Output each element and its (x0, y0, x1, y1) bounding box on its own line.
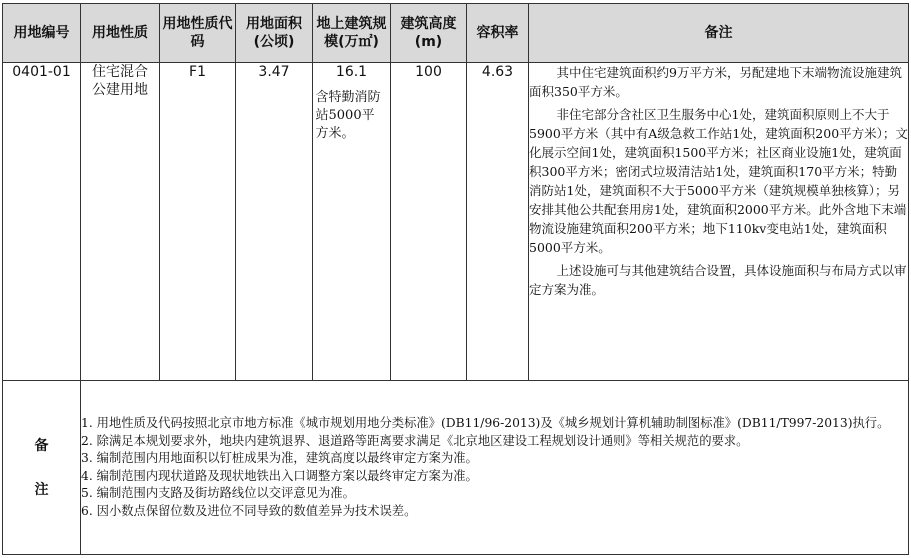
cell-land-use-code: F1 (160, 63, 236, 381)
cell-building-scale (313, 63, 391, 381)
cell-far: 4.63 (467, 63, 529, 381)
building-scale-note: 含特勤消防站5000平方米。 (315, 90, 381, 142)
header-plot-id: 用地编号 (3, 4, 81, 63)
notes-list (81, 415, 908, 520)
note-item: 3. 编制范围内用地面积以钉桩成果为准，建筑高度以最终审定方案为准。 (81, 451, 478, 466)
land-use-table (2, 3, 909, 555)
notes-label (3, 381, 81, 555)
note-item: 5. 编制范围内支路及街坊路线位以交评意见为准。 (81, 486, 355, 501)
cell-plot-id: 0401-01 (3, 63, 81, 381)
header-remarks: 备注 (529, 4, 909, 63)
notes-row (3, 381, 909, 555)
notes-body (81, 381, 909, 555)
remark-paragraph: 其中住宅建筑面积约9万平方米，另配建地下末端物流设施建筑面积350平方米。 (529, 65, 902, 100)
header-land-use-code: 用地性质代码 (160, 4, 236, 63)
notes-label-top: 备 (34, 437, 49, 454)
cell-land-use (81, 63, 160, 381)
table-row (3, 63, 909, 381)
table-header-row (3, 4, 909, 63)
header-building-scale: 地上建筑规模(万㎡) (313, 4, 391, 63)
cell-height: 100 (391, 63, 467, 381)
remark-paragraph: 非住宅部分含社区卫生服务中心1处，建筑面积原则上不大于5900平方米（其中有A级急救工作站1处，建筑面积200平方米）；文化展示空间1处，建筑面积1500平方米；社区商业设施1处，建筑面积300平方米；密闭式垃圾清洁站1处，建筑面积170平方米；特勤消防站1处，建筑面积不大于5000平方米（建筑规模单独核算）；另安排其他公共配套用房1处，建筑面积2000平方米。此外含地下末端物流设施建筑面积200平方米；地下110kv变电站1处，建筑面积5000平方米。 (529, 107, 908, 256)
note-item: 6. 因小数点保留位数及进位不同导致的数值差异为技术误差。 (81, 503, 417, 518)
note-item: 1. 用地性质及代码按照北京市地方标准《城市规划用地分类标准》(DB11/96-2013)及《城乡规划计算机辅助制图标准》(DB11/T997-2013)执行。 (81, 416, 890, 431)
cell-area: 3.47 (236, 63, 313, 381)
header-height: 建筑高度(m) (391, 4, 467, 63)
note-item: 2. 除满足本规划要求外，地块内建筑退界、退道路等距离要求满足《北京地区建设工程规划设计通则》等相关规范的要求。 (81, 433, 749, 448)
header-far: 容积率 (467, 4, 529, 63)
header-land-use: 用地性质 (81, 4, 160, 63)
cell-land-use-text: 住宅混合公建用地 (92, 64, 148, 99)
cell-remarks (529, 63, 909, 381)
notes-label-bottom: 注 (34, 481, 49, 498)
header-area: 用地面积(公顷) (236, 4, 313, 63)
building-scale-value: 16.1 (335, 64, 368, 81)
remark-paragraph: 上述设施可与其他建筑结合设置，具体设施面积与布局方式以审定方案为准。 (529, 263, 907, 298)
note-item: 4. 编制范围内现状道路及现状地铁出入口调整方案以最终审定方案为准。 (81, 468, 478, 483)
